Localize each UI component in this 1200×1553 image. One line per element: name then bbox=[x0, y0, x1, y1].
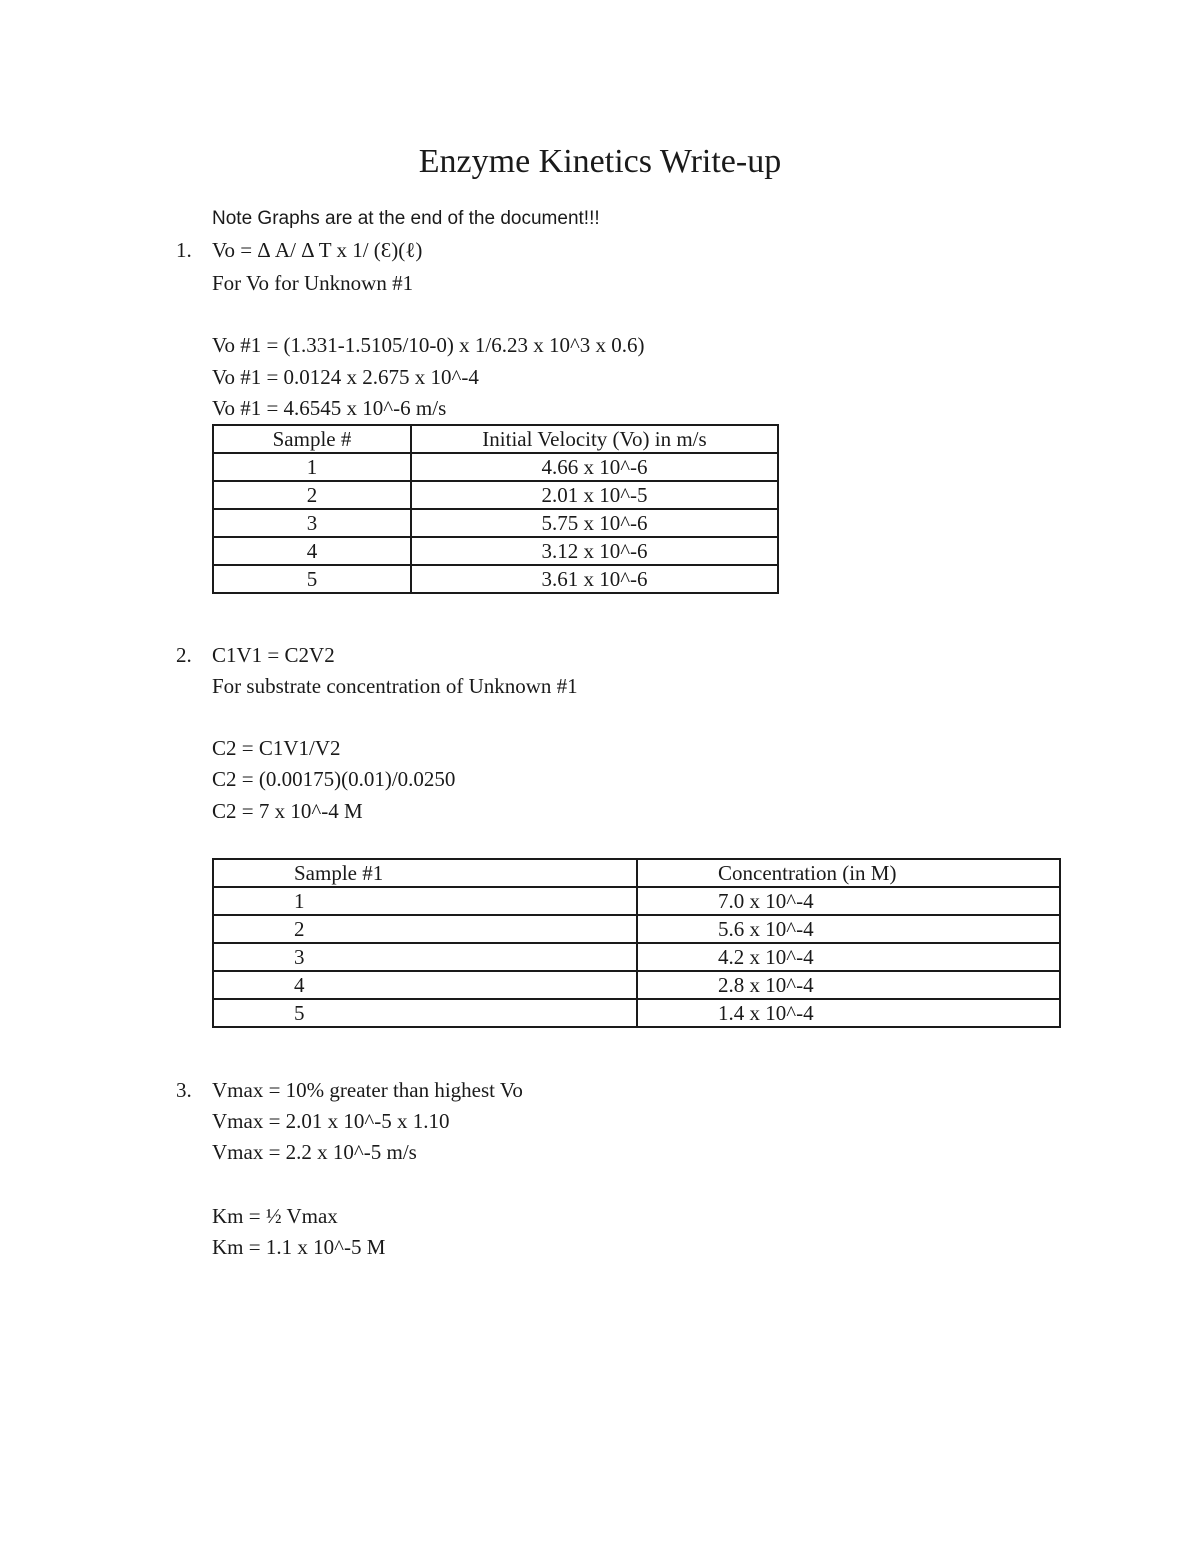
sample-cell: 1 bbox=[213, 453, 411, 481]
vo-calc-step2: Vo #1 = 0.0124 x 2.675 x 10^-4 bbox=[212, 365, 479, 389]
concentration-cell: 2.8 x 10^-4 bbox=[637, 971, 1060, 999]
substrate-label: For substrate concentration of Unknown #1 bbox=[212, 674, 578, 698]
table-header-row bbox=[213, 859, 1060, 887]
dilution-formula: C1V1 = C2V2 bbox=[212, 643, 335, 667]
column-header-sample: Sample # bbox=[213, 425, 411, 453]
vo-unknown-label: For Vo for Unknown #1 bbox=[212, 271, 414, 295]
vmax-result: Vmax = 2.2 x 10^-5 m/s bbox=[212, 1140, 417, 1164]
column-header-velocity: Initial Velocity (Vo) in m/s bbox=[411, 425, 778, 453]
sample-cell: 5 bbox=[213, 999, 637, 1027]
item-number-2: 2. bbox=[176, 643, 192, 667]
vo-formula: Vo = Δ A/ Δ T x 1/ (Ɛ)(ℓ) bbox=[212, 238, 423, 262]
note-text: Note Graphs are at the end of the document!!! bbox=[212, 208, 600, 229]
concentration-cell: 7.0 x 10^-4 bbox=[637, 887, 1060, 915]
velocity-cell: 2.01 x 10^-5 bbox=[411, 481, 778, 509]
velocity-table bbox=[212, 424, 779, 594]
vmax-calc-step: Vmax = 2.01 x 10^-5 x 1.10 bbox=[212, 1109, 450, 1133]
column-header-sample: Sample #1 bbox=[213, 859, 637, 887]
table-row bbox=[213, 943, 1060, 971]
sample-cell: 3 bbox=[213, 509, 411, 537]
table-row bbox=[213, 971, 1060, 999]
item-number-1: 1. bbox=[176, 238, 192, 262]
table-row bbox=[213, 481, 778, 509]
velocity-cell: 5.75 x 10^-6 bbox=[411, 509, 778, 537]
concentration-cell: 1.4 x 10^-4 bbox=[637, 999, 1060, 1027]
table-row bbox=[213, 537, 778, 565]
velocity-cell: 3.61 x 10^-6 bbox=[411, 565, 778, 593]
sample-cell: 1 bbox=[213, 887, 637, 915]
column-header-concentration: Concentration (in M) bbox=[637, 859, 1060, 887]
km-result: Km = 1.1 x 10^-5 M bbox=[212, 1235, 386, 1259]
km-definition: Km = ½ Vmax bbox=[212, 1204, 338, 1228]
sample-cell: 4 bbox=[213, 537, 411, 565]
c2-calc-step1: C2 = C1V1/V2 bbox=[212, 736, 341, 760]
sample-cell: 3 bbox=[213, 943, 637, 971]
concentration-table bbox=[212, 858, 1061, 1028]
c2-calc-step2: C2 = (0.00175)(0.01)/0.0250 bbox=[212, 767, 456, 791]
table-row bbox=[213, 915, 1060, 943]
velocity-cell: 3.12 x 10^-6 bbox=[411, 537, 778, 565]
vo-calc-result: Vo #1 = 4.6545 x 10^-6 m/s bbox=[212, 396, 447, 420]
vmax-definition: Vmax = 10% greater than highest Vo bbox=[212, 1078, 523, 1102]
table-row bbox=[213, 565, 778, 593]
vo-calc-step1: Vo #1 = (1.331-1.5105/10-0) x 1/6.23 x 10^3 x 0.6) bbox=[212, 333, 645, 357]
table-row bbox=[213, 887, 1060, 915]
concentration-cell: 4.2 x 10^-4 bbox=[637, 943, 1060, 971]
velocity-cell: 4.66 x 10^-6 bbox=[411, 453, 778, 481]
table-row bbox=[213, 509, 778, 537]
sample-cell: 2 bbox=[213, 481, 411, 509]
sample-cell: 5 bbox=[213, 565, 411, 593]
document-title: Enzyme Kinetics Write-up bbox=[418, 143, 782, 180]
concentration-cell: 5.6 x 10^-4 bbox=[637, 915, 1060, 943]
sample-cell: 2 bbox=[213, 915, 637, 943]
sample-cell: 4 bbox=[213, 971, 637, 999]
table-row bbox=[213, 999, 1060, 1027]
table-header-row bbox=[213, 425, 778, 453]
c2-calc-result: C2 = 7 x 10^-4 M bbox=[212, 799, 363, 823]
item-number-3: 3. bbox=[176, 1078, 192, 1102]
table-row bbox=[213, 453, 778, 481]
